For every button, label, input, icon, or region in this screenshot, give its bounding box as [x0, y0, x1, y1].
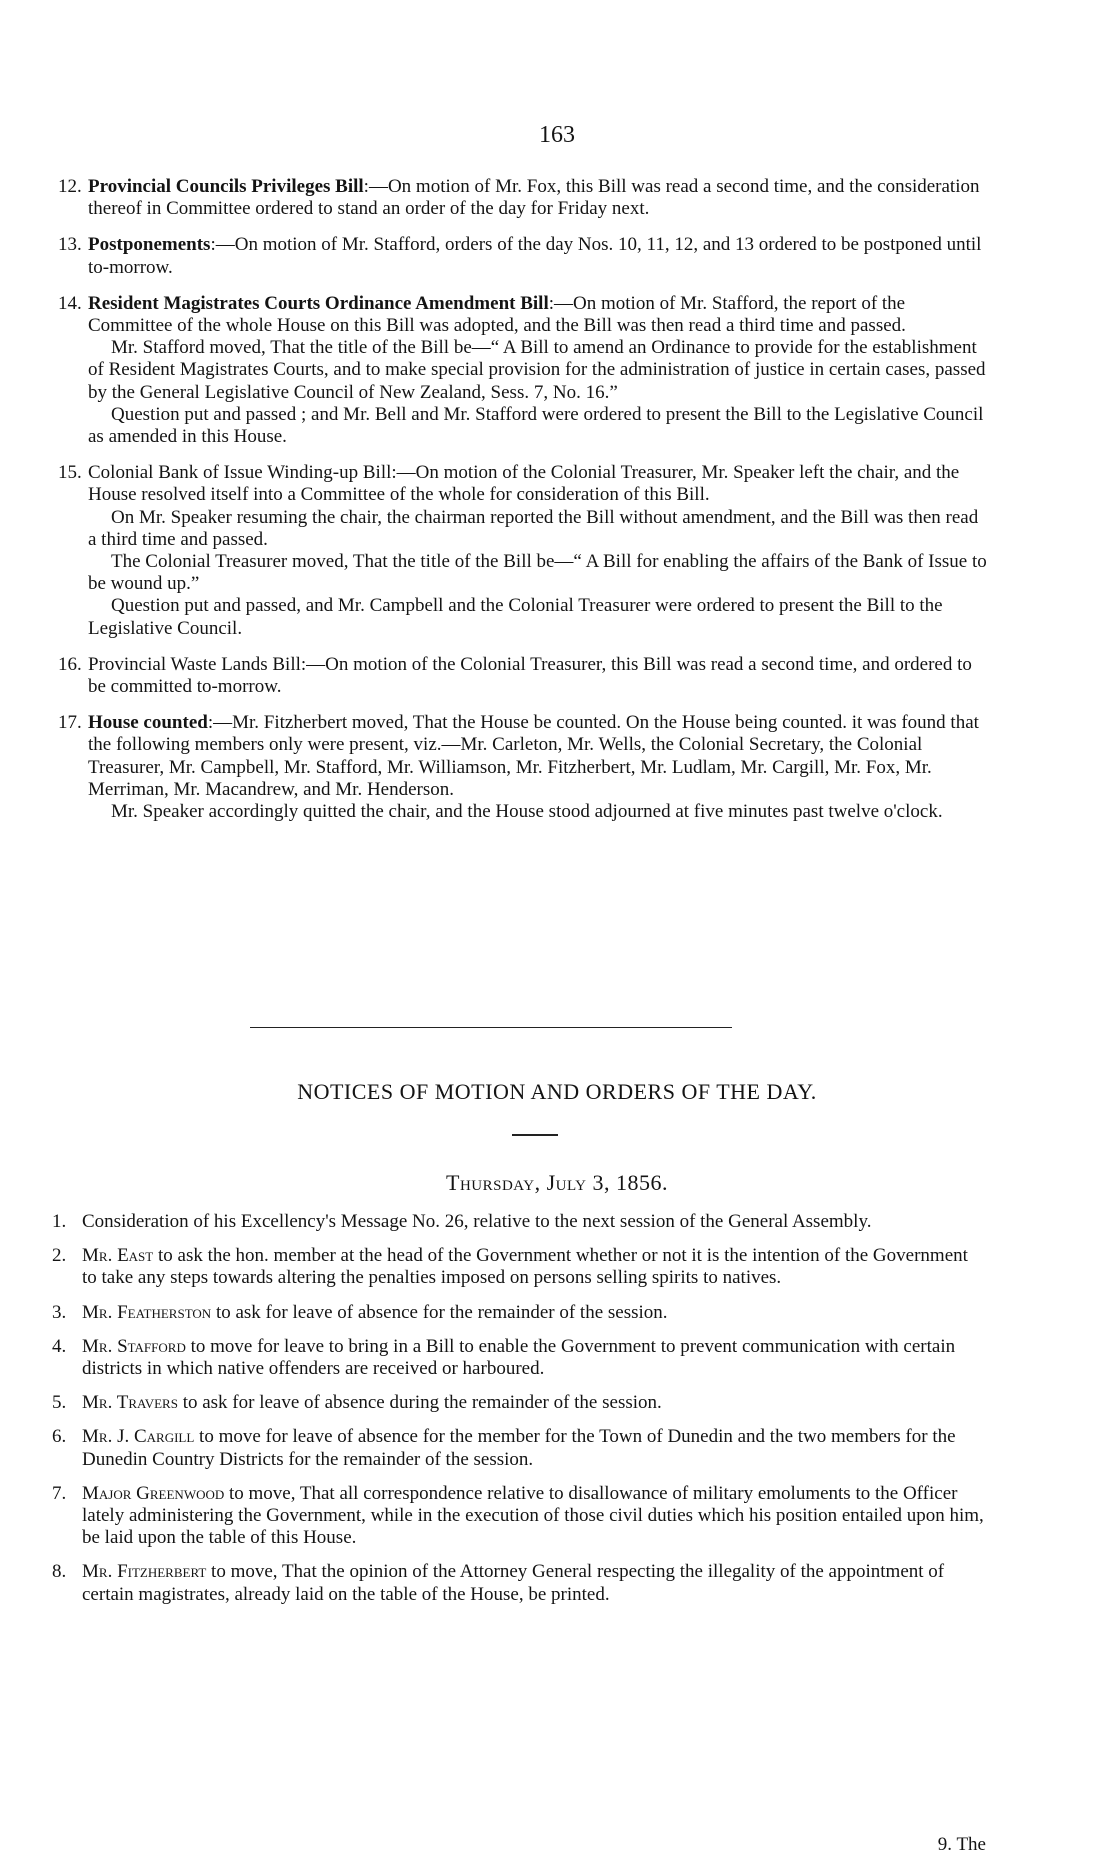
notice-number: 1. [52, 1211, 67, 1232]
notices-title: NOTICES OF MOTION AND ORDERS OF THE DAY. [297, 1079, 817, 1104]
notices-date: Thursday, July 3, 1856. [446, 1170, 668, 1195]
notice-number: 4. [52, 1335, 67, 1357]
entry-heading: House counted [88, 712, 208, 734]
notice-number: 7. [52, 1482, 67, 1504]
notice-number: 2. [52, 1245, 67, 1267]
entry-heading: Provincial Councils Privileges Bill [88, 176, 364, 197]
notice-member: Mr. Stafford [82, 1335, 186, 1357]
entry-paragraph: Question put and passed, and Mr. Campbell and the Colonial Treasurer were ordered to present the Bill to the Legislative Council. [88, 595, 943, 639]
entry-text: :—On motion of Mr. Stafford, orders of the day Nos. 10, 11, 12, and 13 ordered to be postponed until to-morrow. [88, 234, 982, 278]
notice-item [52, 1426, 986, 1470]
proceeding-entry [58, 462, 987, 640]
section-divider [250, 1027, 732, 1028]
proceeding-entry [58, 712, 987, 823]
entry-text: :—On motion of Mr. Stafford, the report of the Committee of the whole House on this Bill was adopted, and the Bill was then read a third time and passed. [88, 292, 906, 337]
notice-item [52, 1301, 986, 1324]
notice-member: Major Greenwood [82, 1482, 225, 1504]
notices-list [52, 1211, 986, 1618]
notice-number: 5. [52, 1392, 67, 1414]
entry-number: 16. [58, 653, 82, 675]
catchword: 9. The [937, 1834, 986, 1855]
notice-member: Mr. Featherston [82, 1301, 212, 1323]
notice-item [52, 1392, 986, 1414]
entry-text: :—On motion of Mr. Fox, this Bill was read a second time, and the consideration thereof in Committee ordered to stand an order of the day for Friday next. [88, 176, 980, 220]
notice-item [52, 1561, 986, 1605]
entry-heading: Resident Magistrates Courts Ordinance Amendment Bill [88, 292, 549, 314]
notice-member: Mr. East [82, 1245, 154, 1267]
entry-number: 12. [58, 176, 82, 197]
entry-number: 15. [58, 462, 82, 484]
proceeding-entry [58, 176, 987, 220]
entry-paragraph: Mr. Speaker accordingly quitted the chair, and the House stood adjourned at five minutes past twelve o'clock. [111, 801, 943, 823]
entry-heading: Provincial Waste Lands Bill [88, 653, 301, 675]
entry-paragraph: The Colonial Treasurer moved, That the title of the Bill be—“ A Bill for enabling the affairs of the Bank of Issue to be wound up.” [88, 551, 987, 595]
notice-text: to move, That all correspondence relative to disallowance of military emoluments to the Officer lately administering the Government, while in the execution of those civil duties which his position entailed upon him, be laid upon the table of this House. [82, 1482, 984, 1549]
entry-number: 14. [58, 292, 82, 314]
entry-paragraph: Mr. Stafford moved, That the title of the Bill be—“ A Bill to amend an Ordinance to provide for the establishment of Resident Magistrates Courts, and to make special provision for the administration of justice in certain cases, passed by the General Legislative Council of New Zealand, Sess. 7, No. 16.” [88, 337, 986, 403]
entry-heading: Postponements [88, 234, 211, 256]
notice-member: Mr. J. Cargill [82, 1426, 195, 1448]
notice-member: Mr. Fitzherbert [82, 1561, 207, 1583]
proceeding-entry [58, 292, 987, 448]
notice-item [52, 1482, 986, 1550]
notice-number: 3. [52, 1301, 67, 1323]
notice-text: to move for leave to bring in a Bill to enable the Government to prevent communication with certain districts in which native offenders are received or harboured. [82, 1335, 956, 1380]
notice-number: 8. [52, 1561, 67, 1583]
entry-number: 13. [58, 234, 82, 256]
proceedings-list [58, 176, 987, 837]
notice-text: Consideration of his Excellency's Message No. 26, relative to the next session of the General Assembly. [82, 1211, 872, 1232]
notice-text: to ask for leave of absence during the remainder of the session. [177, 1392, 662, 1414]
notice-item [52, 1335, 986, 1380]
notice-item [52, 1245, 986, 1289]
notice-text: to move for leave of absence for the member for the Town of Dunedin and the two members for the Dunedin Country Districts for the remainder of the session. [82, 1426, 956, 1470]
entry-paragraph: Question put and passed ; and Mr. Bell and Mr. Stafford were ordered to present the Bill to the Legislative Council as amended in this House. [88, 403, 984, 448]
notice-number: 6. [52, 1426, 67, 1448]
notice-text: to move, That the opinion of the Attorney General respecting the illegality of the appointment of certain magistrates, already laid on the table of the House, be printed. [82, 1561, 945, 1605]
notice-item [52, 1211, 986, 1233]
title-underline [512, 1134, 558, 1136]
page-number: 163 [539, 122, 575, 148]
proceeding-entry [58, 234, 987, 278]
notice-member: Mr. Travers [82, 1392, 178, 1414]
entry-text: :—On motion of the Colonial Treasurer, this Bill was read a second time, and ordered to be committed to-morrow. [88, 653, 972, 698]
entry-heading: Colonial Bank of Issue Winding-up Bill [88, 462, 392, 484]
entry-number: 17. [58, 712, 82, 734]
entry-text: :—Mr. Fitzherbert moved, That the House be counted. On the House being counted. it was found that the following members only were present, viz.—Mr. Carleton, Mr. Wells, the Colonial Secretary, the Colonial Treasurer, Mr. Campbell, Mr. Stafford, Mr. Williamson, Mr. Fitzherbert, Mr. Ludlam, Mr. Cargill, Mr. Fox, Mr. Merriman, Mr. Macandrew, and Mr. Henderson. [88, 712, 979, 800]
entry-text: :—On motion of the Colonial Treasurer, Mr. Speaker left the chair, and the House resolved itself into a Committee of the whole for consideration of this Bill. [88, 462, 960, 506]
notice-text: to ask for leave of absence for the remainder of the session. [211, 1301, 668, 1323]
proceeding-entry [58, 653, 987, 698]
notice-text: to ask the hon. member at the head of the Government whether or not it is the intention of the Government to take any steps towards altering the penalties imposed on persons selling spirits to natives. [82, 1245, 968, 1289]
entry-paragraph: On Mr. Speaker resuming the chair, the chairman reported the Bill without amendment, and the Bill was then read a third time and passed. [88, 506, 979, 550]
